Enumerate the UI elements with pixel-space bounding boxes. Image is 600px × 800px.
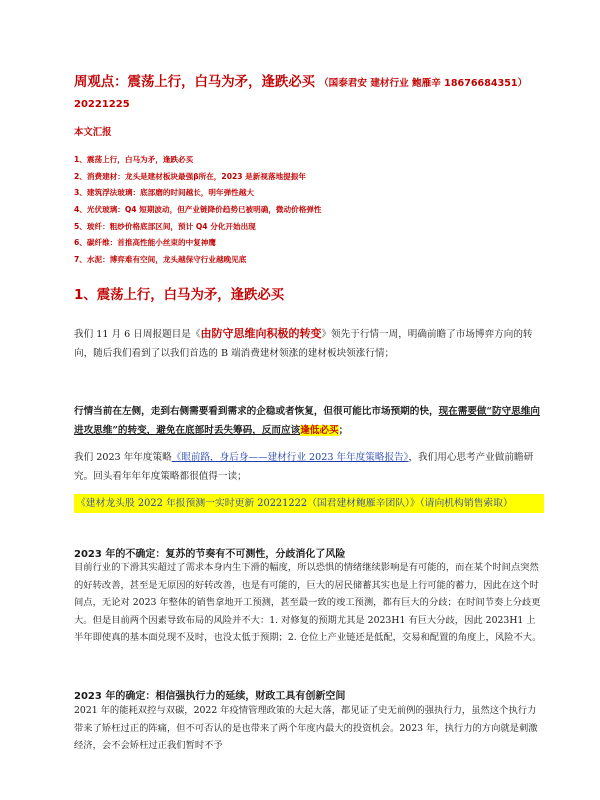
paragraph-1-highlight: 由防守思维向积极的转变 [200,327,322,340]
report-date: 20221225 [74,99,130,110]
paragraph-3-pre: 我们 2023 年年度策略 [74,452,172,463]
toc-item: 7、水泥：博弈难有空间，龙头越保守行业越晚见底 [74,255,247,265]
highlighted-forecast-link[interactable]: 《建材龙头股 2022 年报预测一实时更新 20221222（国君建材鲍雁辛团队）》（请向机构销售索取） [74,494,544,513]
report-title: 周观点：震荡上行，白马为矛，逢跌必买 [74,75,316,90]
paragraph-3-post: ，我们用心思考产业做前瞻研究。回头看年年年度策略都很值得一读； [74,452,534,482]
strategy-report-link[interactable]: 《眼前路，身后身——建材行业 2023 年年度策略报告》 [171,452,409,463]
toc-heading: 本文汇报 [74,127,112,138]
paragraph-1-pre: 我们 11 月 6 日周报题目是《 [74,329,201,340]
toc-item: 1、震荡上行，白马为矛，逢跌必买 [74,155,194,164]
toc-item: 2、消费建材：龙头是建材板块最强β所在，2023 是新视落地提振年 [74,171,306,181]
toc-item: 3、建筑浮法玻璃：底部磨的时间越长，明年弹性越大 [74,188,254,198]
paragraph-1 [74,324,544,363]
paragraph-2-underlined: 现在需要做“防守思维向进攻思维”的转变，避免在底部时丢失筹码，反而应该 [74,406,541,436]
toc-item: 5、玻纤：粗纱价格底部区间，预计 Q4 分化开始出现 [74,221,256,231]
report-author-meta: （国泰君安 建材行业 鲍雁辛 18676684351） [319,78,528,89]
paragraph-3 [74,448,544,486]
section-b-heading: 2023 年的确定：相信强执行力的延续，财政工具有创新空间 [74,691,346,702]
section-a-body: 目前行业的下滑其实超过了需求本身内生下滑的幅度，所以恐惧的情绪继续影响是有可能的，而在某个时间点突然的好转改善，甚至是无原因的好转改善，也是有可能的，巨大的居民储蓄其实也是上行可能的蓄力，因此在这个时间点，无论对 2023 年整体的销售拿地开工预测，甚至最一致的竣工预测，都有巨大的分歧；在时间节奏上分歧更大。但是目前两个因素导致布局的风险并不大：1. 对修复的预期尤其是 2023H1 有巨大分歧，因此 2023H1 上半年即使真的基本面兑现不及时，也没太低于预期；2. 仓位上产业链还是低配，交易和配置的角度上，风险不大。 [74,562,542,644]
paragraph-2-post: ； [338,425,349,436]
toc-item: 4、光伏玻璃：Q4 短期波动，但产业链降价趋势已被明确，微动价格弹性 [74,205,322,215]
paragraph-2-pre: 行情当前在左侧，走到右侧需要看到需求的企稳或者恢复，但很可能比市场预期的快， [74,406,439,417]
paragraph-2-marked: 逢低必买 [300,425,339,436]
table-of-contents [74,152,321,269]
section-b-body: 2021 年的能耗双控与双碳，2022 年疫情管理政策的大起大落，都见证了史无前例的强执行力，虽然这个执行力带来了矫枉过正的阵痛，但不可否认的是也带来了两个年度内最大的投资机会。2023 年，执行力的方向就是刺激经济，会不会矫枉过正我们暂时不予 [74,705,538,752]
report-title-row [74,71,554,90]
section-a-heading: 2023 年的不确定：复苏的节奏有不可测性，分歧消化了风险 [74,549,346,560]
paragraph-1-post: 》领先于行情一周，明确前瞻了市场博弈方向的转向，随后我们看到了以我们首选的 B 端消费建材领涨的建材板块领涨行情； [74,329,533,359]
toc-item: 6、碳纤维：首推高性能小丝束的中复神鹰 [74,238,216,248]
section-1-title: 1、震荡上行，白马为矛，逢跌必买 [74,288,285,303]
paragraph-2 [74,402,544,440]
